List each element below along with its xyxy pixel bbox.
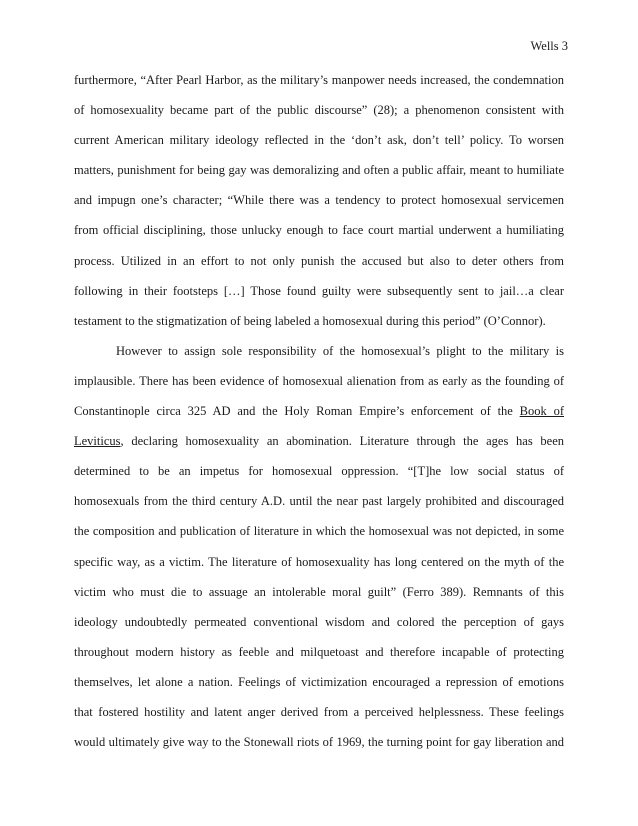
text-line: that fostered hostility and latent anger derived from a perceived helplessness. These feelings (74, 704, 564, 719)
text-line: specific way, as a victim. The literature of homosexuality has long centered on the myth of the (74, 554, 564, 569)
text-line: victim who must die to assuage an intolerable moral guilt” (Ferro 389). Remnants of this (74, 584, 564, 599)
text-line: and impugn one’s character; “While there was a tendency to protect homosexual servicemen (74, 193, 564, 208)
text-line: would ultimately give way to the Stonewall riots of 1969, the turning point for gay liberation and (74, 735, 564, 750)
running-head: Wells 3 (530, 39, 568, 53)
text-line: homosexuals from the third century A.D. until the near past largely prohibited and discouraged (74, 494, 564, 509)
text-segment: , declaring homosexuality an abomination. Literature through the ages has been (120, 434, 564, 449)
text-line: matters, punishment for being gay was demoralizing and often a public affair, meant to humiliate (74, 163, 564, 178)
text-line: themselves, let alone a nation. Feelings of victimization encouraged a repression of emotions (74, 674, 564, 689)
text-line: the composition and publication of literature in which the homosexual was not depicted, in some (74, 524, 564, 539)
text-line: from official disciplining, those unlucky enough to face court martial underwent a humiliating (74, 223, 564, 238)
book-title-underlined: Book of (519, 404, 564, 419)
text-line: determined to be an impetus for homosexual oppression. “[T]he low social status of (74, 464, 564, 479)
text-line (74, 426, 564, 456)
text-line: testament to the stigmatization of being labeled a homosexual during this period” (O’Connor). (74, 313, 546, 328)
body-text (74, 65, 564, 757)
text-line: process. Utilized in an effort to not only punish the accused but also to deter others from (74, 253, 564, 268)
text-segment: Constantinople circa 325 AD and the Holy Roman Empire’s enforcement of the (74, 404, 520, 419)
text-line: implausible. There has been evidence of homosexual alienation from as early as the founding of (74, 373, 564, 388)
text-line: following in their footsteps […] Those found guilty were subsequently sent to jail…a clear (74, 283, 564, 298)
text-line: current American military ideology reflected in the ‘don’t ask, don’t tell’ policy. To worsen (74, 133, 564, 148)
text-line: ideology undoubtedly permeated conventional wisdom and colored the perception of gays (74, 614, 564, 629)
text-line: throughout modern history as feeble and milquetoast and therefore incapable of protecting (74, 644, 564, 659)
book-title-underlined: Leviticus (74, 434, 121, 449)
paragraph-first-line: However to assign sole responsibility of the homosexual’s plight to the military is (116, 343, 564, 358)
text-line: of homosexuality became part of the public discourse” (28); a phenomenon consistent with (74, 103, 564, 118)
text-line (74, 396, 564, 426)
text-line: furthermore, “After Pearl Harbor, as the military’s manpower needs increased, the condemnation (74, 73, 564, 87)
